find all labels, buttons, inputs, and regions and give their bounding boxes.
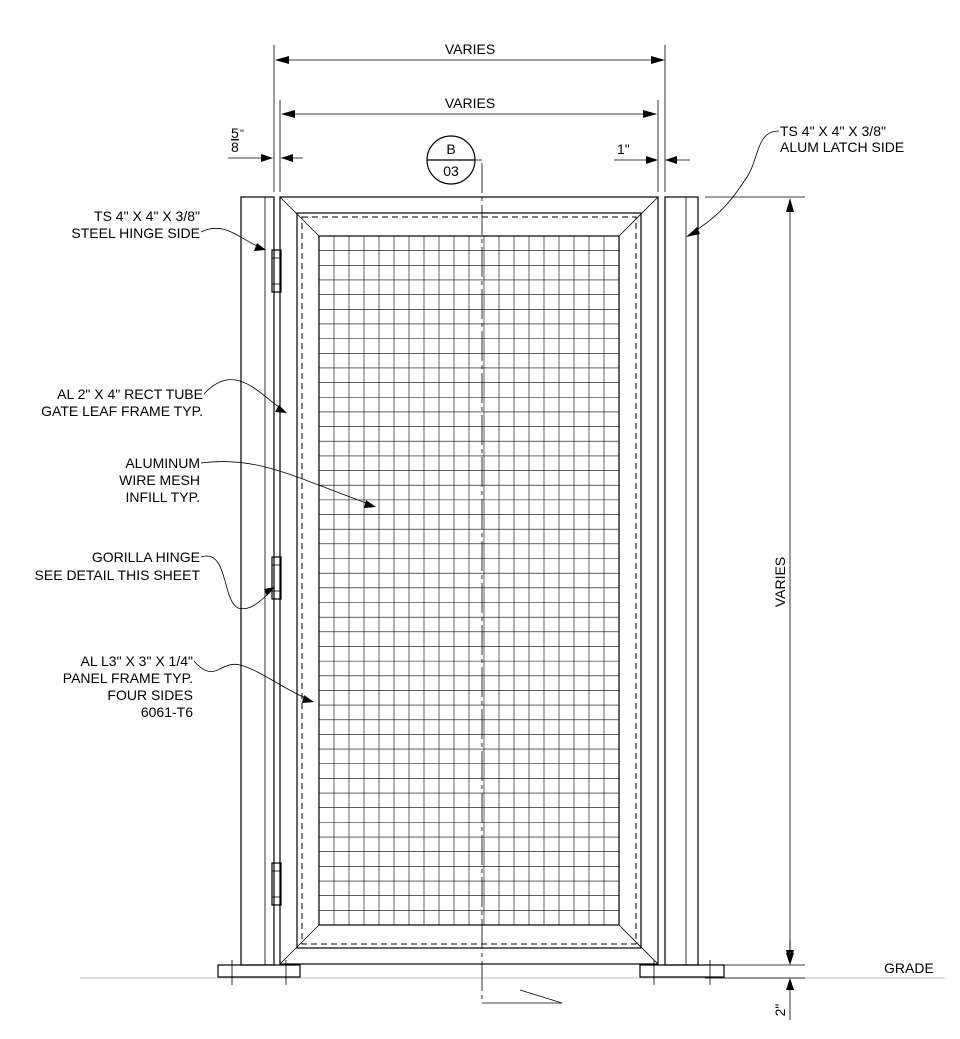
mesh-line1: ALUMINUM: [125, 455, 200, 471]
overall-width-text: VARIES: [444, 41, 496, 57]
leaf-frame-line1: AL 2" X 4" RECT TUBE: [57, 386, 203, 402]
hinge-post-line2: STEEL HINGE SIDE: [71, 225, 200, 241]
right-gap-text: 1": [617, 141, 630, 157]
dimension-right-gap: [614, 141, 690, 164]
wire-mesh-infill: [319, 236, 619, 925]
callout-panel-frame: [63, 653, 314, 720]
section-letter: B: [446, 141, 456, 157]
callout-hinge-post: [71, 208, 266, 251]
callout-hinge: [35, 549, 275, 609]
latch-post-line2: ALUM LATCH SIDE: [780, 139, 905, 155]
left-gap-num: 5: [231, 125, 239, 141]
hinge-post-line1: TS 4" X 4" X 3/8": [94, 208, 200, 224]
callout-leaf-frame: [41, 380, 287, 419]
section-marker: [427, 136, 482, 184]
section-cut-line: [482, 163, 562, 1003]
left-gap-unit: ": [240, 128, 244, 140]
left-gap-den: 8: [231, 139, 239, 155]
section-sheet: 03: [443, 163, 459, 179]
height-text: VARIES: [772, 556, 788, 608]
panel-frame-line1: AL L3" X 3" X 1/4": [80, 653, 193, 669]
latch-post-line1: TS 4" X 4" X 3/8": [780, 123, 886, 139]
grade-clearance-text: 2": [772, 1003, 788, 1017]
panel-frame-line4: 6061-T6: [140, 704, 193, 720]
latch-side-post: [640, 197, 724, 985]
hinge-line2: SEE DETAIL THIS SHEET: [34, 567, 200, 583]
mesh-line3: INFILL TYP.: [125, 489, 200, 505]
dimension-left-gap: [228, 125, 303, 162]
hinge-line1: GORILLA HINGE: [91, 549, 200, 565]
callout-latch-post: [686, 123, 904, 237]
gate-width-text: VARIES: [444, 95, 496, 111]
leaf-frame-line2: GATE LEAF FRAME TYP.: [41, 403, 203, 419]
dimension-overall-width: [274, 41, 665, 192]
hinge-side-post: [218, 197, 300, 985]
dimension-height: [705, 197, 805, 978]
mesh-line2: WIRE MESH: [119, 472, 200, 488]
panel-frame-line3: FOUR SIDES: [107, 687, 193, 703]
grade-label: GRADE: [884, 960, 934, 976]
panel-frame-line2: PANEL FRAME TYP.: [62, 670, 193, 686]
